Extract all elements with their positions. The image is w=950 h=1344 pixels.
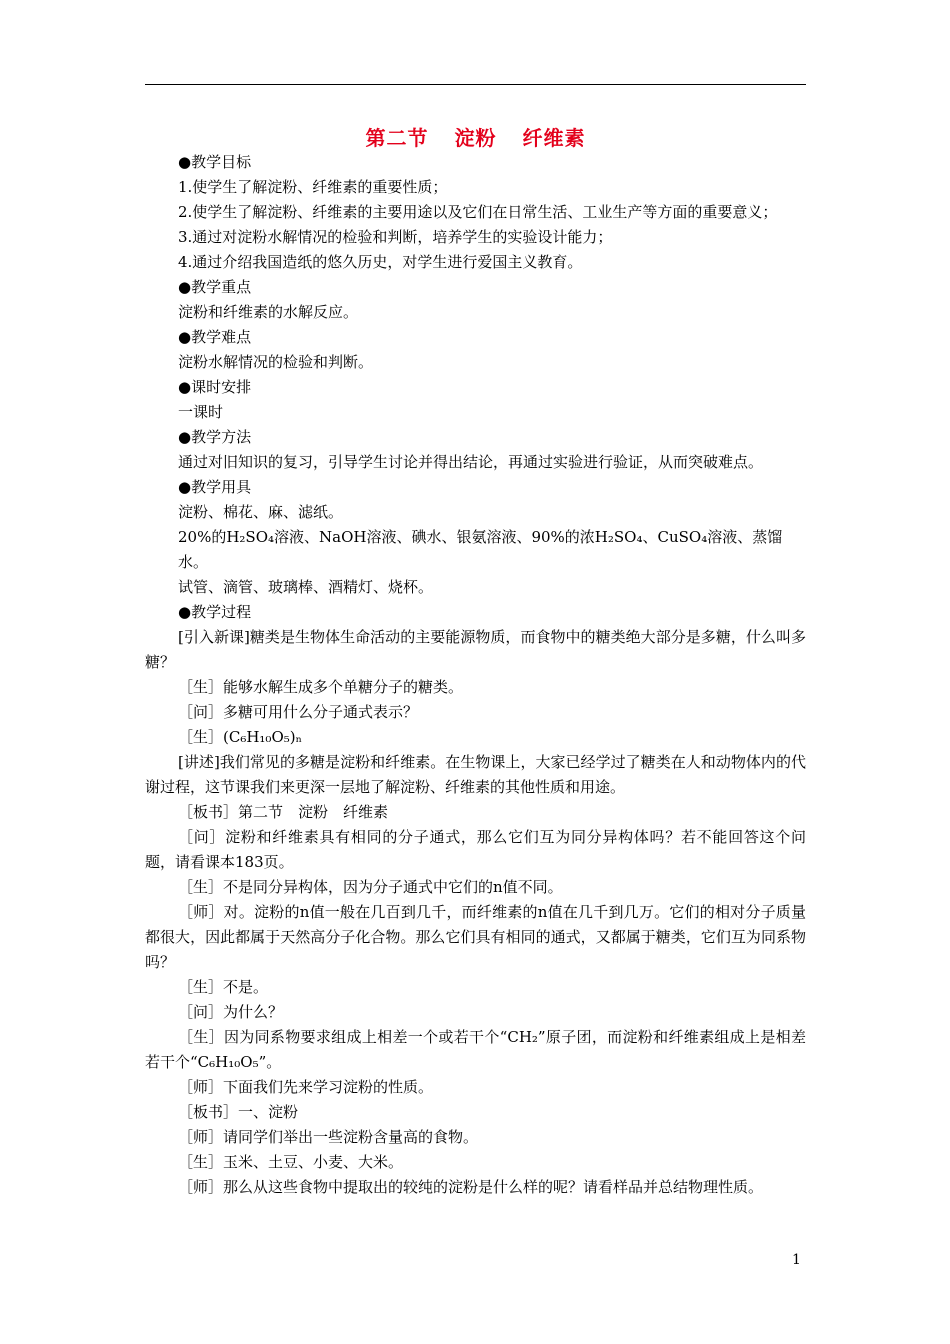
dialogue-line: ［师］下面我们先来学习淀粉的性质。 [178, 1078, 434, 1096]
title-starch: 淀粉 [454, 126, 497, 150]
dialogue-paragraph: ［师］那么从这些食物中提取出的较纯的淀粉是什么样的呢？请看样品并总结物理性质。 [178, 1178, 764, 1196]
dialogue-line: ［师］请同学们举出一些淀粉含量高的食物。 [178, 1128, 479, 1146]
heading-method: ●教学方法 [178, 428, 252, 446]
objective-3: 3.通过对淀粉水解情况的检验和判断，培养学生的实验设计能力； [178, 228, 613, 246]
intro-paragraph: [引入新课]糖类是生物体生命活动的主要能源物质，而食物中的糖类绝大部分是多糖，什么叫多糖？ [145, 628, 806, 671]
tools-equipment: 试管、滴管、玻璃棒、酒精灯、烧杯。 [178, 578, 434, 596]
board-note: ［板书］第二节 淀粉 纤维素 [178, 803, 389, 821]
key-points-text: 淀粉和纤维素的水解反应。 [178, 303, 359, 321]
objective-1: 1.使学生了解淀粉、纤维素的重要性质； [178, 178, 448, 196]
heading-schedule: ●课时安排 [178, 378, 252, 396]
lecture-paragraph: [讲述]我们常见的多糖是淀粉和纤维素。在生物课上，大家已经学过了糖类在人和动物体内的代谢过程，这节课我们来更深一层地了解淀粉、纤维素的其他性质和用途。 [145, 753, 806, 796]
title-section: 第二节 [365, 126, 429, 150]
dialogue-paragraph: ［问］淀粉和纤维素具有相同的分子通式，那么它们互为同分异构体吗？若不能回答这个问题，请看课本183页。 [145, 828, 806, 871]
tools-reagents: 20%的H₂SO₄溶液、NaOH溶液、碘水、银氨溶液、90%的浓H₂SO₄、CuSO₄溶液、蒸馏水。 [178, 528, 783, 571]
objective-2: 2.使学生了解淀粉、纤维素的主要用途以及它们在日常生活、工业生产等方面的重要意义； [178, 203, 778, 221]
dialogue-line: ［生］玉米、土豆、小麦、大米。 [178, 1153, 404, 1171]
document-body [145, 150, 806, 1200]
dialogue-paragraph: ［师］对。淀粉的n值一般在几百到几千，而纤维素的n值在几千到几万。它们的相对分子质量都很大，因此都属于天然高分子化合物。那么它们具有相同的通式，又都属于糖类，它们互为同系物吗？ [145, 903, 806, 971]
schedule-text: 一课时 [178, 403, 224, 421]
method-text: 通过对旧知识的复习，引导学生讨论并得出结论，再通过实验进行验证，从而突破难点。 [178, 453, 764, 471]
dialogue-line: ［问］多糖可用什么分子通式表示？ [178, 703, 419, 721]
heading-difficulties: ●教学难点 [178, 328, 252, 346]
heading-key-points: ●教学重点 [178, 278, 252, 296]
title-cellulose: 纤维素 [522, 126, 586, 150]
page-number: 1 [792, 1252, 801, 1268]
dialogue-line: ［生］(C₆H₁₀O₅)ₙ [178, 728, 303, 746]
heading-objectives: ●教学目标 [178, 153, 252, 171]
board-note: ［板书］一、淀粉 [178, 1103, 299, 1121]
heading-tools: ●教学用具 [178, 478, 252, 496]
heading-process: ●教学过程 [178, 603, 252, 621]
dialogue-line: ［生］能够水解生成多个单糖分子的糖类。 [178, 678, 464, 696]
dialogue-paragraph: ［生］因为同系物要求组成上相差一个或若干个“CH₂”原子团，而淀粉和纤维素组成上是相差若干个“C₆H₁₀O₅”。 [145, 1028, 806, 1071]
header-rule [145, 84, 806, 85]
dialogue-line: ［问］为什么？ [178, 1003, 284, 1021]
tools-materials: 淀粉、棉花、麻、滤纸。 [178, 503, 344, 521]
difficulties-text: 淀粉水解情况的检验和判断。 [178, 353, 374, 371]
dialogue-line: ［生］不是同分异构体，因为分子通式中它们的n值不同。 [178, 878, 563, 896]
page-title [145, 124, 806, 152]
dialogue-line: ［生］不是。 [178, 978, 269, 996]
objective-4: 4.通过介绍我国造纸的悠久历史，对学生进行爱国主义教育。 [178, 253, 583, 271]
